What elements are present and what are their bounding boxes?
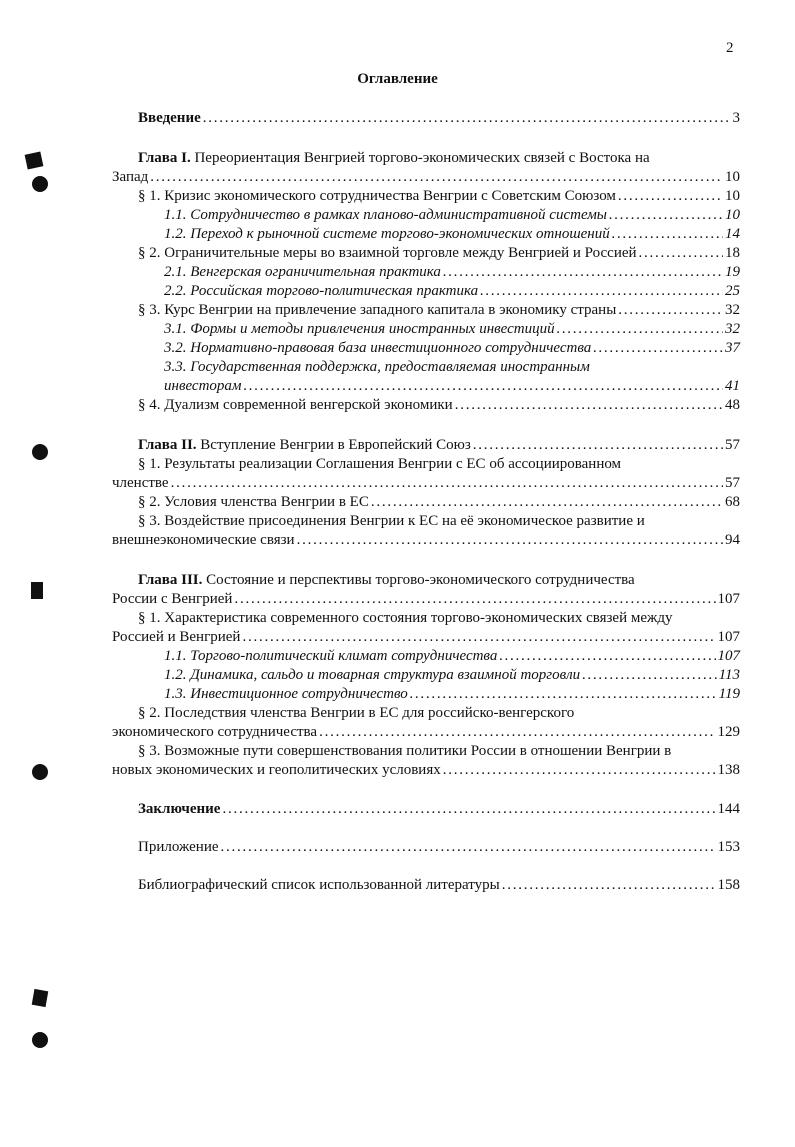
toc-entry-3-s1[interactable]: [112, 628, 740, 646]
chapter-number: Глава II.: [138, 437, 197, 453]
entry-page: 138: [717, 762, 740, 778]
toc-entry-1-3-3[interactable]: [164, 377, 740, 395]
entry-page: 25: [725, 283, 740, 299]
toc-entry-1-s1[interactable]: [138, 187, 740, 205]
entry-page: 18: [725, 245, 740, 261]
entry-label: § 1. Характеристика современного состояния торгово-экономических связей между: [138, 610, 673, 626]
entry-page: 14: [725, 226, 740, 242]
entry-page: 107: [717, 648, 740, 664]
entry-page: 41: [725, 378, 740, 394]
toc-entry-3-s2-title[interactable]: [138, 704, 574, 722]
entry-label: 2.2. Российская торгово-политическая практика: [164, 283, 479, 299]
punch-hole-icon: [32, 1032, 48, 1048]
scan-blot-icon: [32, 989, 49, 1007]
toc-entry-2-s3[interactable]: [112, 531, 740, 549]
toc-entry-1-s4[interactable]: [138, 396, 740, 414]
toc-entry-1-3-3-title[interactable]: [164, 358, 590, 376]
chapter-title: Переориентация Венгрией торгово-экономических связей с Востока на: [194, 150, 650, 166]
entry-page: 144: [717, 801, 740, 817]
toc-entry-1-2-1[interactable]: [164, 263, 740, 281]
entry-page: 129: [717, 724, 740, 740]
toc-chapter-1[interactable]: [112, 168, 740, 186]
entry-label: § 3. Курс Венгрии на привлечение западного капитала в экономику страны: [138, 302, 617, 318]
entry-page: 107: [717, 591, 740, 607]
toc-entry-1-1-1[interactable]: [164, 206, 740, 224]
toc-entry-1-s2[interactable]: [138, 244, 740, 262]
toc-entry-2-s1-title[interactable]: [138, 455, 621, 473]
toc-entry-bibliography[interactable]: [138, 876, 740, 894]
entry-label: 3.2. Нормативно-правовая база инвестиционного сотрудничества: [164, 340, 592, 356]
toc-entry-3-1-2[interactable]: [164, 666, 740, 684]
entry-label: Библиографический список использованной литературы: [138, 877, 500, 893]
punch-hole-icon: [32, 764, 48, 780]
entry-page: 158: [717, 877, 740, 893]
entry-label-cont: членстве: [112, 475, 169, 491]
chapter-title: Вступление Венгрии в Европейский Союз: [200, 437, 471, 453]
entry-label-cont: внешнеэкономические связи: [112, 532, 295, 548]
toc-entry-2-s1[interactable]: [112, 474, 740, 492]
entry-label: 2.1. Венгерская ограничительная практика: [164, 264, 441, 280]
toc-entry-1-1-2[interactable]: [164, 225, 740, 243]
entry-label: 1.1. Торгово-политический климат сотрудничества: [164, 648, 498, 664]
scan-blot-icon: [31, 582, 43, 599]
toc-entry-1-s3[interactable]: [138, 301, 740, 319]
chapter-number: Глава I.: [138, 150, 191, 166]
toc-entry-intro[interactable]: [138, 109, 740, 127]
toc-entry-3-s3[interactable]: [112, 761, 740, 779]
toc-entry-2-s2[interactable]: [138, 493, 740, 511]
page-number: 2: [726, 40, 734, 56]
toc-entry-1-3-2[interactable]: [164, 339, 740, 357]
toc-chapter-2[interactable]: [138, 436, 740, 454]
toc-chapter-3[interactable]: [112, 590, 740, 608]
entry-label-cont: Россией и Венгрией: [112, 629, 241, 645]
entry-page: 94: [725, 532, 740, 548]
toc-chapter-1-title[interactable]: [138, 149, 650, 167]
entry-label: § 4. Дуализм современной венгерской экономики: [138, 397, 453, 413]
chapter-title-cont: России с Венгрией: [112, 591, 233, 607]
entry-label: 1.2. Динамика, сальдо и товарная структура взаимной торговли: [164, 667, 581, 683]
toc-entry-2-s3-title[interactable]: [138, 512, 645, 530]
entry-page: 153: [717, 839, 740, 855]
entry-label: 1.1. Сотрудничество в рамках планово-административной системы: [164, 207, 607, 223]
entry-label: 1.3. Инвестиционное сотрудничество: [164, 686, 408, 702]
entry-page: 10: [725, 207, 740, 223]
entry-label: § 3. Возможные пути совершенствования политики России в отношении Венгрии в: [138, 743, 672, 759]
entry-page: 107: [717, 629, 740, 645]
entry-page: 57: [725, 437, 740, 453]
toc-entry-1-3-1[interactable]: [164, 320, 740, 338]
entry-label: § 1. Результаты реализации Соглашения Венгрии с ЕС об ассоциированном: [138, 456, 622, 472]
entry-label: 1.2. Переход к рыночной системе торгово-экономических отношений: [164, 226, 610, 242]
toc-entry-3-1-1[interactable]: [164, 647, 740, 665]
entry-page: 48: [725, 397, 740, 413]
entry-label-cont: новых экономических и геополитических условиях: [112, 762, 441, 778]
scan-blot-icon: [25, 152, 44, 170]
entry-page: 3: [732, 110, 740, 126]
toc-entry-3-s1-title[interactable]: [138, 609, 673, 627]
entry-page: 19: [725, 264, 740, 280]
chapter-title: Состояние и перспективы торгово-экономического сотрудничества: [206, 572, 635, 588]
toc-entry-3-s3-title[interactable]: [138, 742, 671, 760]
entry-label-cont: экономического сотрудничества: [112, 724, 318, 740]
entry-label: § 2. Ограничительные меры во взаимной торговле между Венгрией и Россией: [138, 245, 637, 261]
entry-label: 3.3. Государственная поддержка, предоставляемая иностранным: [164, 359, 590, 375]
entry-label: § 2. Условия членства Венгрии в ЕС: [138, 494, 369, 510]
toc-title: Оглавление: [357, 71, 438, 87]
toc-entry-appendix[interactable]: [138, 838, 740, 856]
entry-page: 119: [718, 686, 740, 702]
chapter-title-cont: Запад: [112, 169, 149, 185]
toc-entry-3-1-3[interactable]: [164, 685, 740, 703]
entry-label: 3.1. Формы и методы привлечения иностранных инвестиций: [164, 321, 555, 337]
toc-entry-1-2-2[interactable]: [164, 282, 740, 300]
entry-page: 113: [718, 667, 740, 683]
entry-page: 10: [725, 188, 740, 204]
entry-label: § 1. Кризис экономического сотрудничества Венгрии с Советским Союзом: [138, 188, 616, 204]
entry-label-cont: инвесторам: [164, 378, 242, 394]
punch-hole-icon: [32, 444, 48, 460]
entry-label: § 2. Последствия членства Венгрии в ЕС для российско-венгерского: [138, 705, 575, 721]
chapter-number: Глава III.: [138, 572, 203, 588]
entry-page: 68: [725, 494, 740, 510]
toc-entry-conclusion[interactable]: [138, 800, 740, 818]
entry-page: 37: [725, 340, 740, 356]
toc-entry-3-s2[interactable]: [112, 723, 740, 741]
entry-label: Введение: [138, 110, 201, 126]
entry-page: 57: [725, 475, 740, 491]
entry-label: § 3. Воздействие присоединения Венгрии к ЕС на её экономическое развитие и: [138, 513, 645, 529]
entry-label: Приложение: [138, 839, 219, 855]
entry-label: Заключение: [138, 801, 221, 817]
entry-page: 10: [725, 169, 740, 185]
toc-chapter-3-title[interactable]: [138, 571, 635, 589]
entry-page: 32: [725, 321, 740, 337]
entry-page: 32: [725, 302, 740, 318]
punch-hole-icon: [32, 176, 48, 192]
